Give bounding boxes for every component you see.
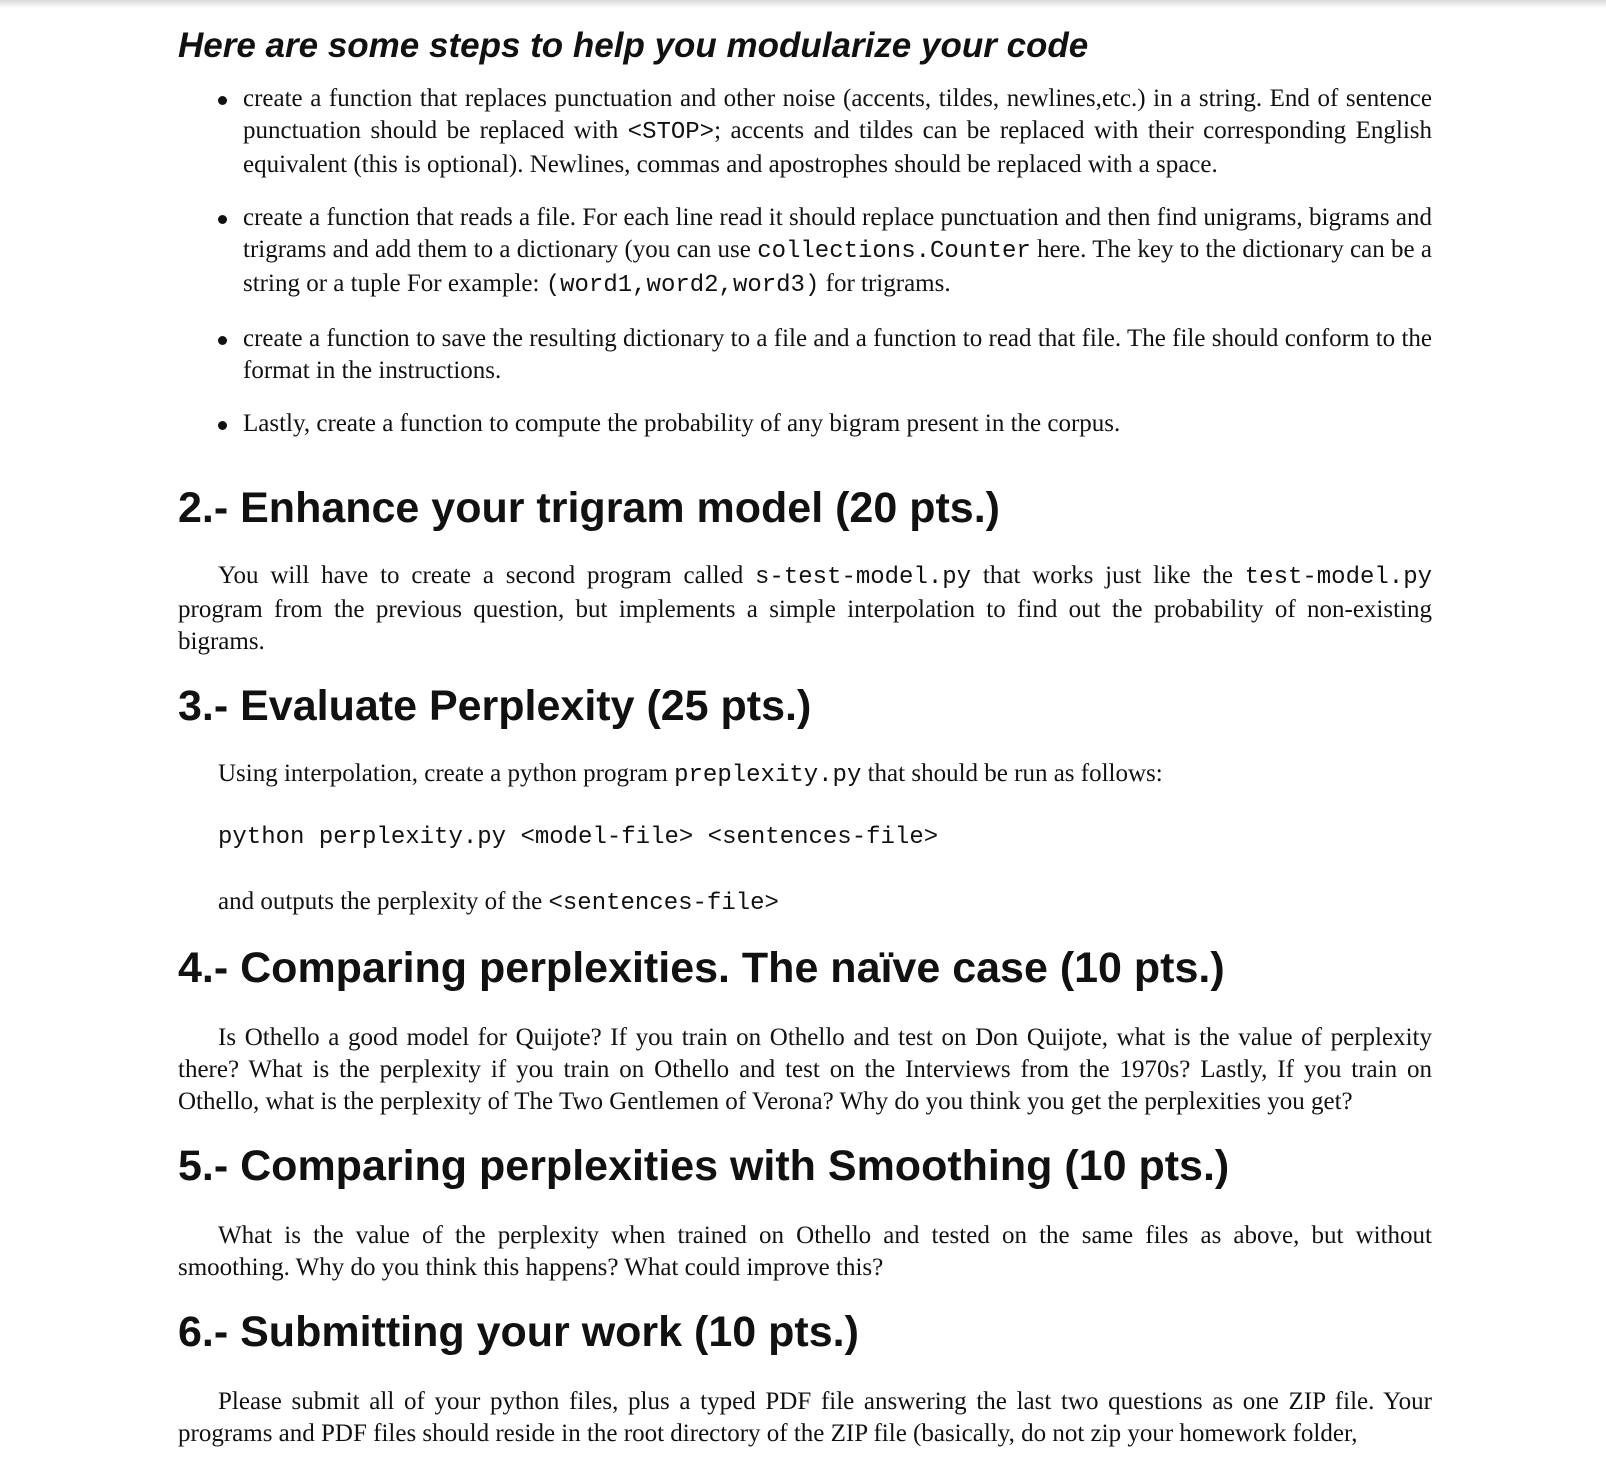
inline-code: <sentences-file> (548, 890, 779, 917)
bullet-text: for trigrams. (819, 270, 951, 297)
section-4-heading: 4.- Comparing perplexities. The naïve case (10 pts.) (178, 944, 1225, 992)
paragraph-text: and outputs the perplexity of the (218, 888, 549, 915)
section-6-paragraph: Please submit all of your python files, plus a typed PDF file answering the last two questions as one ZIP file. Your programs and PDF files should reside in the root directory of the ZIP file (basically, do not zip your homework folder, (178, 1388, 1432, 1447)
list-item (218, 83, 1432, 181)
paragraph-text: Using interpolation, create a python program (218, 760, 675, 787)
bullet-text: here. The key to the dictionary can be a string or a tuple For example: (243, 236, 1433, 297)
inline-code: preplexity.py (674, 762, 862, 789)
bullet-text: create a function that reads a file. For each line read it should replace punctuation and then find unigrams, bigrams and trigrams and add them to a dictionary (you can use (243, 204, 1432, 263)
section-3-heading: 3.- Evaluate Perplexity (25 pts.) (178, 682, 812, 730)
inline-code: collections.Counter (757, 238, 1031, 265)
bullet-text: create a function that replaces punctuation and other noise (accents, tildes, newlines,etc.) in a string. End of sentence punctuation should be replaced with (243, 85, 1432, 144)
bullet-text: Lastly, create a function to compute the probability of any bigram present in the corpus. (243, 410, 1121, 437)
section-3-output-text (178, 886, 1432, 920)
bullet-text: create a function to save the resulting dictionary to a file and a function to read that file. The file should conform to the format in the instructions. (243, 325, 1432, 384)
paragraph-text: program from the previous question, but implements a simple interpolation to find out the probability of non-existing bigrams. (178, 596, 1432, 655)
section-2-paragraph (178, 560, 1432, 658)
inline-code: (word1,word2,word3) (545, 272, 820, 299)
paragraph-text: that works just like the (971, 562, 1245, 589)
section-2-heading: 2.- Enhance your trigram model (20 pts.) (178, 484, 1000, 532)
bullet-icon (218, 421, 227, 430)
paragraph-text: You will have to create a second program called (218, 562, 756, 589)
list-item (218, 323, 1432, 387)
section-5-paragraph: What is the value of the perplexity when trained on Othello and tested on the same files as above, but without smoothing. Why do you think this happens? What could improve this? (178, 1222, 1432, 1281)
steps-list (218, 83, 1432, 440)
inline-code: <STOP> (627, 119, 715, 146)
paragraph-text: that should be run as follows: (861, 760, 1163, 787)
inline-code: s-test-model.py (755, 564, 972, 591)
bullet-icon (218, 96, 227, 105)
inline-code: test-model.py (1244, 564, 1432, 591)
bullet-icon (218, 215, 227, 224)
section-6-heading: 6.- Submitting your work (10 pts.) (178, 1308, 859, 1356)
list-item (218, 202, 1432, 302)
section-4-paragraph: Is Othello a good model for Quijote? If you train on Othello and test on Don Quijote, what is the value of perplexity there? What is the perplexity if you train on Othello and test on the Interviews from the 1970s? Lastly, If you train on Othello, what is the perplexity of The Two Gentlemen of Verona? Why do you think you get the perplexities you get? (178, 1024, 1432, 1115)
bullet-text: ; accents and tildes can be replaced with their corresponding English equivalent (this is optional). Newlines, commas and apostrophes should be replaced with a space. (243, 117, 1432, 178)
steps-heading: Here are some steps to help you modularize your code (178, 26, 1089, 65)
section-5-heading: 5.- Comparing perplexities with Smoothing (10 pts.) (178, 1142, 1230, 1190)
top-shadow (0, 0, 1606, 8)
command-line: python perplexity.py <model-file> <sentences-file> (218, 824, 939, 851)
list-item (218, 408, 1432, 440)
section-3-paragraph (178, 758, 1432, 792)
bullet-icon (218, 336, 227, 345)
